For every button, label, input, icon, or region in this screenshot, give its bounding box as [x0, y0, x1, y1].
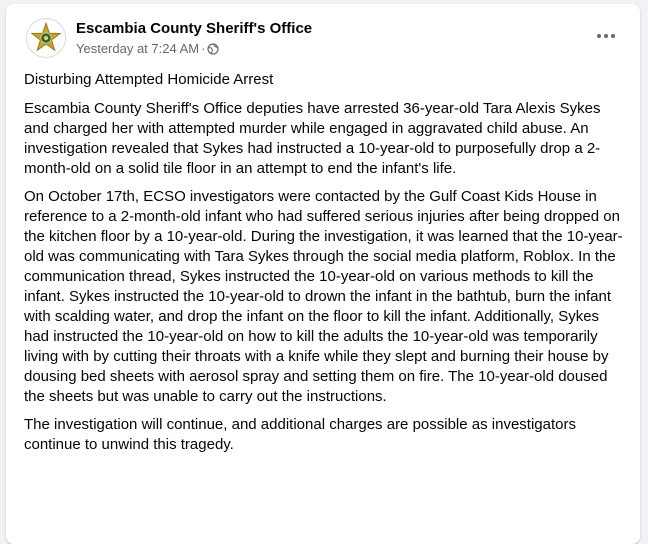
- post-paragraph: Escambia County Sheriff's Office deputies have arrested 36-year-old Tara Alexis Sykes and charged her with attempted murder while engaged in aggravated child abuse. An investigation revealed that Sykes had instructed a 10-year-old to purposefully drop a 2-month-old on a solid tile floor in an attempt to end the infant's life.: [24, 100, 601, 177]
- more-options-icon[interactable]: [588, 22, 624, 50]
- post-paragraph: On October 17th, ECSO investigators were contacted by the Gulf Coast Kids House in reference to a 2-month-old infant who had suffered serious injuries after being dropped on the kitchen floor by a 10-year-old. During the investigation, it was learned that the 10-year-old was communicating with Tara Sykes through the social media platform, Roblox. In the communication thread, Sykes instructed the 10-year-old on various methods to kill the infant. Sykes instructed the 10-year-old to drown the infant in the bathtub, burn the infant with scalding water, and drop the infant on the floor to kill the infant. Additionally, Sykes had instructed the 10-year-old on how to kill the adults the 10-year-old was temporarily living with by cutting their throats with a knife while they slept and burning their house by dousing bed sheets with aerosol spray and setting them on fire. The 10-year-old doused the sheets but was unable to carry out the instructions.: [24, 188, 623, 405]
- globe-icon[interactable]: [207, 43, 219, 55]
- sheriff-badge-icon: [30, 22, 62, 54]
- post-header: [26, 18, 624, 62]
- page-avatar[interactable]: [26, 18, 66, 58]
- timestamp-separator: ·: [201, 41, 206, 56]
- post-title: Disturbing Attempted Homicide Arrest: [24, 71, 274, 88]
- post-card: [6, 4, 640, 544]
- post-body: [24, 70, 624, 463]
- page-name-link[interactable]: Escambia County Sheriff's Office: [76, 20, 313, 37]
- post-timestamp[interactable]: Yesterday at 7:24 AM: [76, 41, 200, 56]
- post-meta: [76, 19, 312, 58]
- post-timestamp-row: [76, 40, 312, 58]
- post-paragraph: The investigation will continue, and additional charges are possible as investigators continue to unwind this tragedy.: [24, 416, 576, 453]
